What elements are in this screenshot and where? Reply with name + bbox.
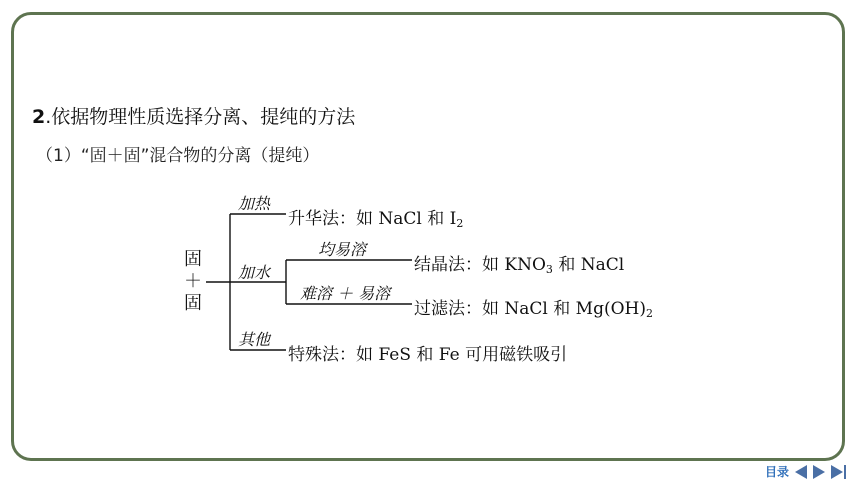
leaf-sublimation-subscript: 2 (456, 217, 464, 230)
section-title: .依据物理性质选择分离、提纯的方法 (45, 106, 356, 128)
leaf-sublimation (288, 204, 463, 230)
leaf-crystal-subscript: 3 (545, 263, 553, 276)
leaf-filter-subscript: 2 (645, 307, 653, 320)
leaf-special: 特殊法：如 FeS 和 Fe 可用磁铁吸引 (288, 345, 568, 365)
leaf-crystal-tail: 和 NaCl (552, 255, 625, 275)
branch-other-label: 其他 (238, 330, 271, 349)
root-plus: ＋ (184, 271, 202, 292)
triangle-left-icon[interactable] (795, 465, 807, 479)
root-solid-top: 固 (184, 249, 202, 270)
leaf-crystallization (414, 250, 624, 276)
leaf-filter-text: 过滤法：如 NaCl 和 Mg(OH) (414, 299, 646, 319)
triangle-right-icon[interactable] (813, 465, 825, 479)
leaf-crystal-text: 结晶法：如 KNO (414, 255, 546, 275)
leaf-filtration (414, 294, 653, 320)
branch-water-label: 加水 (238, 263, 271, 282)
skip-end-icon[interactable] (831, 465, 846, 479)
sub-branch-soluble: 均易溶 (318, 240, 367, 259)
toc-link[interactable]: 目录 (764, 465, 789, 479)
branch-heat-label: 加热 (238, 194, 271, 213)
sub-branch-insoluble: 难溶 ＋ 易溶 (300, 284, 391, 303)
root-solid-bottom: 固 (184, 293, 202, 314)
section-number: 2 (32, 106, 46, 128)
subsection-heading: （1）“固＋固”混合物的分离（提纯） (36, 146, 320, 166)
leaf-sublimation-text: 升华法：如 NaCl 和 I (288, 209, 457, 229)
slide-navigation (765, 463, 846, 480)
